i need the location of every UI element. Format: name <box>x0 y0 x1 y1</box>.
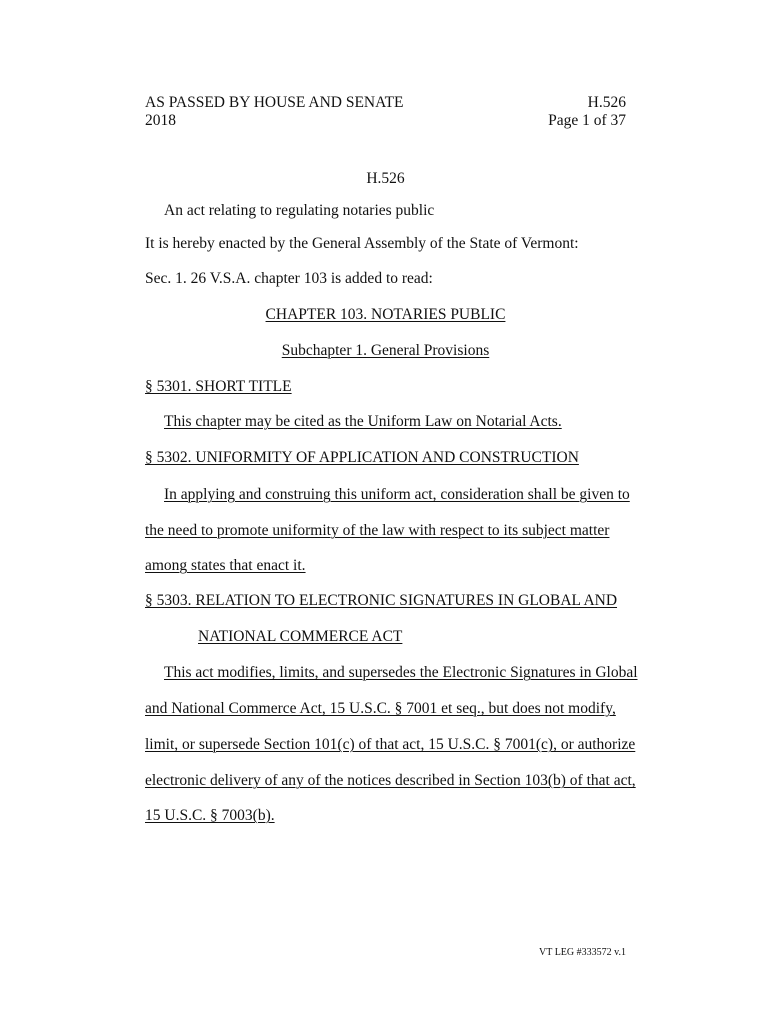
section-5303-line: and National Commerce Act, 15 U.S.C. § 7001 et seq., but does not modify, <box>145 700 616 717</box>
section-5302-line: the need to promote uniformity of the law with respect to its subject matter <box>145 522 610 539</box>
section-5303-line: 15 U.S.C. § 7003(b). <box>145 807 275 824</box>
section-5303-line: This act modifies, limits, and supersedes the Electronic Signatures in Global <box>164 664 638 681</box>
section-5303-line: electronic delivery of any of the notices described in Section 103(b) of that act, <box>145 772 636 789</box>
header-left-line2: 2018 <box>145 112 176 129</box>
section-5301-text: This chapter may be cited as the Uniform Law on Notarial Acts. <box>164 413 562 430</box>
section-5302-line: among states that enact it. <box>145 557 306 574</box>
bill-number: H.526 <box>366 170 405 187</box>
chapter-heading: CHAPTER 103. NOTARIES PUBLIC <box>265 306 506 323</box>
subchapter-heading: Subchapter 1. General Provisions <box>281 342 490 359</box>
page-number: Page 1 of 37 <box>548 112 626 129</box>
section-5302-line: In applying and construing this uniform act, consideration shall be given to <box>164 486 630 503</box>
section-5302-heading: § 5302. UNIFORMITY OF APPLICATION AND CONSTRUCTION <box>145 449 579 466</box>
enacting-clause: It is hereby enacted by the General Assembly of the State of Vermont: <box>145 235 579 252</box>
section-1: Sec. 1. 26 V.S.A. chapter 103 is added to read: <box>145 270 433 287</box>
section-5303-line: limit, or supersede Section 101(c) of that act, 15 U.S.C. § 7001(c), or authorize <box>145 736 636 753</box>
act-title: An act relating to regulating notaries public <box>164 202 435 219</box>
header-right-line1: H.526 <box>587 94 626 111</box>
section-5301-heading: § 5301. SHORT TITLE <box>145 378 292 395</box>
footer-doc-id: VT LEG #333572 v.1 <box>539 947 626 958</box>
header-left-line1: AS PASSED BY HOUSE AND SENATE <box>145 94 404 111</box>
section-5303-heading-cont: NATIONAL COMMERCE ACT <box>198 628 403 645</box>
section-5303-heading: § 5303. RELATION TO ELECTRONIC SIGNATURES IN GLOBAL AND <box>145 592 618 609</box>
